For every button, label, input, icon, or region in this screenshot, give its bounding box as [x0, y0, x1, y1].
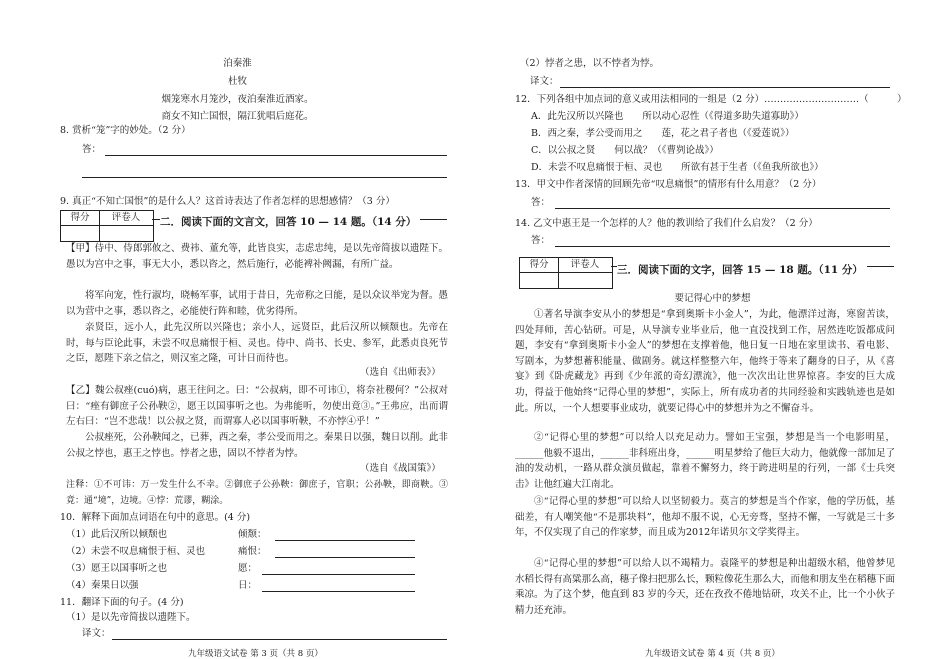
- question-10: 10．解释下面加点词语在句中的意思。(4 分): [60, 512, 251, 523]
- left-page: [0, 0, 475, 658]
- answer-line[interactable]: [555, 208, 890, 209]
- answer-line[interactable]: [82, 177, 447, 178]
- reviewer-label: 评卷人: [570, 259, 600, 270]
- answer-label: 答：: [531, 235, 551, 246]
- score-box: [519, 257, 613, 289]
- q12-option-c: C．以公叔之贤 何以战？（《曹刿论战》）: [531, 145, 719, 156]
- q10-item-1: （1）此后汉所以倾颓也: [66, 529, 168, 540]
- question-8: 8. 赏析“笼”字的妙处。（2 分）: [60, 125, 191, 136]
- answer-line[interactable]: [275, 557, 415, 558]
- q11-sentence-2: （2）悖者之患，以不悖者为悖。: [520, 58, 660, 69]
- notes: 注释：①不可讳：万一发生什么不幸。②御庶子公孙鞅：御庶子，官职；公孙鞅，即商鞅。③竟：通“境”，边境。④悖：荒谬，糊涂。: [66, 480, 448, 506]
- translation-label: 译文：: [82, 628, 111, 639]
- question-13: 13．甲文中作者深情的回顾先帝“叹息痛恨”的情形有什么用意？（2 分）: [515, 179, 822, 190]
- score-label: 得分: [520, 258, 559, 288]
- q12-option-b: B．西之秦，孝公受而用之 莲，花之君子者也（《爱莲说》）: [531, 128, 795, 139]
- passage-yi-paragraph-1: 【乙】魏公叔痤(cuó)病，惠王往问之。曰：“公叔病，即不可讳①，将奈社稷何？”公叔对曰：“痤有御庶子公孙鞅②，愿王以国事听之也。为弗能听，勿使出竟③。”王弗应，出而谓左右曰：“岂不悲哉！以公叔之贤，而谓寡人必以国事听鞅，不亦悖④乎！”: [66, 385, 448, 428]
- passage-jia-paragraph-1: 【甲】侍中、侍郎郭攸之、费祎、董允等，此皆良实，志虑忠纯，是以先帝简拔以遗陛下。愚以为宫中之事，事无大小，悉以咨之，然后施行，必能裨补阙漏，有所广益。: [66, 243, 448, 270]
- q10-word-2: 痛恨：: [238, 546, 267, 557]
- score-label: 得分: [61, 211, 100, 241]
- poem-line-2: 商女不知亡国恨，隔江犹唱后庭花。: [161, 111, 314, 122]
- question-12: 12．下列各组中加点词的意义或用法相同的一组是（2 分）…………………………（ ）: [515, 94, 907, 105]
- q10-item-4: （4）秦果日以强: [66, 580, 139, 591]
- passage-jia-paragraph-2: 将军向宠，性行淑均，晓畅军事，试用于昔日，先帝称之曰能，是以众议举宠为督。愚以为营中之事，悉以咨之，必能使行阵和睦，优劣得所。: [66, 290, 448, 317]
- page-footer: 九年级语文试卷 第 3 页（共 8 页）: [188, 649, 323, 659]
- article-paragraph-4: ④“记得心里的梦想”可以给人以不竭精力。袁隆平的梦想是种出超级水稻，他曾梦见水稻长得有高粱那么高，穗子像扫把那么长，颗粒像花生那么大，而他和朋友坐在稻穗下面乘凉。为了这个梦，他直到 83 岁的今天，还在孜孜不倦地钻研，攻关不止，比一个小伙子精力还充沛。: [515, 558, 896, 616]
- q10-item-3: （3）愿王以国事听之也: [66, 563, 168, 574]
- poem-author: 杜牧: [227, 76, 247, 87]
- q11-sentence-1: （1）是以先帝简拔以遗陛下。: [66, 612, 196, 623]
- passage-jia-paragraph-3: 亲贤臣，远小人，此先汉所以兴隆也；亲小人，远贤臣，此后汉所以倾颓也。先帝在时，每与臣论此事，未尝不叹息痛恨于桓、灵也。侍中、尚书、长史、参军，此悉贞良死节之臣，愿陛下亲之信之，则汉室之隆，可计日而待也。: [66, 322, 448, 365]
- page-footer: 九年级语文试卷 第 4 页（共 8 页）: [645, 649, 780, 659]
- poem-line-1: 烟笼寒水月笼沙，夜泊秦淮近酒家。: [161, 94, 314, 105]
- right-page: [475, 0, 950, 658]
- answer-label: 答：: [531, 197, 551, 208]
- answer-line[interactable]: [262, 591, 415, 592]
- q10-word-4: 日：: [238, 580, 258, 591]
- question-11: 11．翻译下面的句子。(4 分): [60, 597, 184, 608]
- answer-line[interactable]: [112, 639, 447, 640]
- section-2-heading: 二．阅读下面的文言文，回答 10 — 14 题。（14 分）: [160, 214, 420, 229]
- answer-line[interactable]: [105, 155, 447, 156]
- article-title: 要记得心中的梦想: [674, 293, 751, 304]
- passage-yi-paragraph-2: 公叔痤死，公孙鞅闻之，已葬，西之秦，孝公受而用之。秦果日以强，魏日以削。此非公叔之悖也，惠王之悖也。悖者之患，固以不悖者为悖。: [66, 432, 448, 459]
- answer-label: 答：: [82, 144, 102, 155]
- q10-word-1: 倾颓：: [238, 529, 267, 540]
- q10-word-3: 愿：: [238, 563, 258, 574]
- q12-option-a: A．此先汉所以兴隆也 所以动心忍性（《得道多助失道寡助》）: [531, 111, 804, 122]
- answer-line[interactable]: [275, 540, 415, 541]
- translation-label: 译文：: [530, 76, 559, 87]
- q12-option-d: D．未尝不叹息痛恨于桓、灵也 所欲有甚于生者（《鱼我所欲也》）: [531, 162, 824, 173]
- question-9: 9. 真正“不知亡国恨”的是什么人？这首诗表达了作者怎样的思想感情？（3 分）: [60, 196, 395, 207]
- answer-line[interactable]: [262, 574, 415, 575]
- reviewer-label: 评卷人: [111, 212, 141, 223]
- score-box: [60, 210, 154, 242]
- poem-title: 泊秦淮: [223, 58, 252, 69]
- answer-line[interactable]: [555, 246, 890, 247]
- article-paragraph-2: ②“记得心里的梦想”可以给人以充足动力。譬如王宝强，梦想是当一个电影明星，______他毅不退出，______非科班出身，______明星梦给了他巨大动力，他就像一部加足了油的发动机，一路从群众演员做起，靠着不懈努力，终于跨进明星的行列，一部《士兵突击》让他红遍大江南北。: [515, 432, 896, 490]
- question-14: 14. 乙文中惠王是一个怎样的人？他的教训给了我们什么启发？（2 分）: [515, 218, 818, 229]
- section-3-heading: 三．阅读下面的文字，回答 15 — 18 题。（11 分）: [617, 262, 867, 277]
- answer-line[interactable]: [560, 87, 890, 88]
- article-paragraph-1: ①著名导演李安从小的梦想是“拿到奥斯卡小金人”，为此，他漂洋过海，寒窗苦读，四处拜师，苦心钻研。可是，从导演专业毕业后，他一直没找到工作，居然连吃饭都成问题，李安有“拿到奥斯卡小金人”的梦想在支撑着他，他日复一日地在家里读书、看电影、写剧本，为梦想蓄积能量、做剧务。就这样整整六年，他终于等来了翻身的日子，从《喜宴》到《卧虎藏龙》再到《少年派的奇幻漂流》，他一次次出让世界惊喜。李安的巨大成功，得益于他始终“记得心里的梦想”，实际上，所有成功者的共同经验和实践轨迹也是如此。所以，一个人想要事业成功，就要记得心中的梦想并为之不懈奋斗。: [515, 309, 895, 414]
- article-paragraph-3: ③“记得心里的梦想”可以给人以坚韧毅力。莫言的梦想是当个作家，他的学历低，基础差，有人嘲笑他“不是那块料”，他却不服不说，心无旁骛，坚持不懈，一写就是三十多年，不仅实现了自己的作家梦，而且成为2012年诺贝尔文学奖得主。: [515, 496, 895, 539]
- q10-item-2: （2）未尝不叹息痛恨于桓、灵也: [66, 546, 206, 557]
- passage-jia-source: （选自《出师表》）: [360, 367, 441, 378]
- passage-yi-source: （选自《战国策》）: [360, 463, 441, 474]
